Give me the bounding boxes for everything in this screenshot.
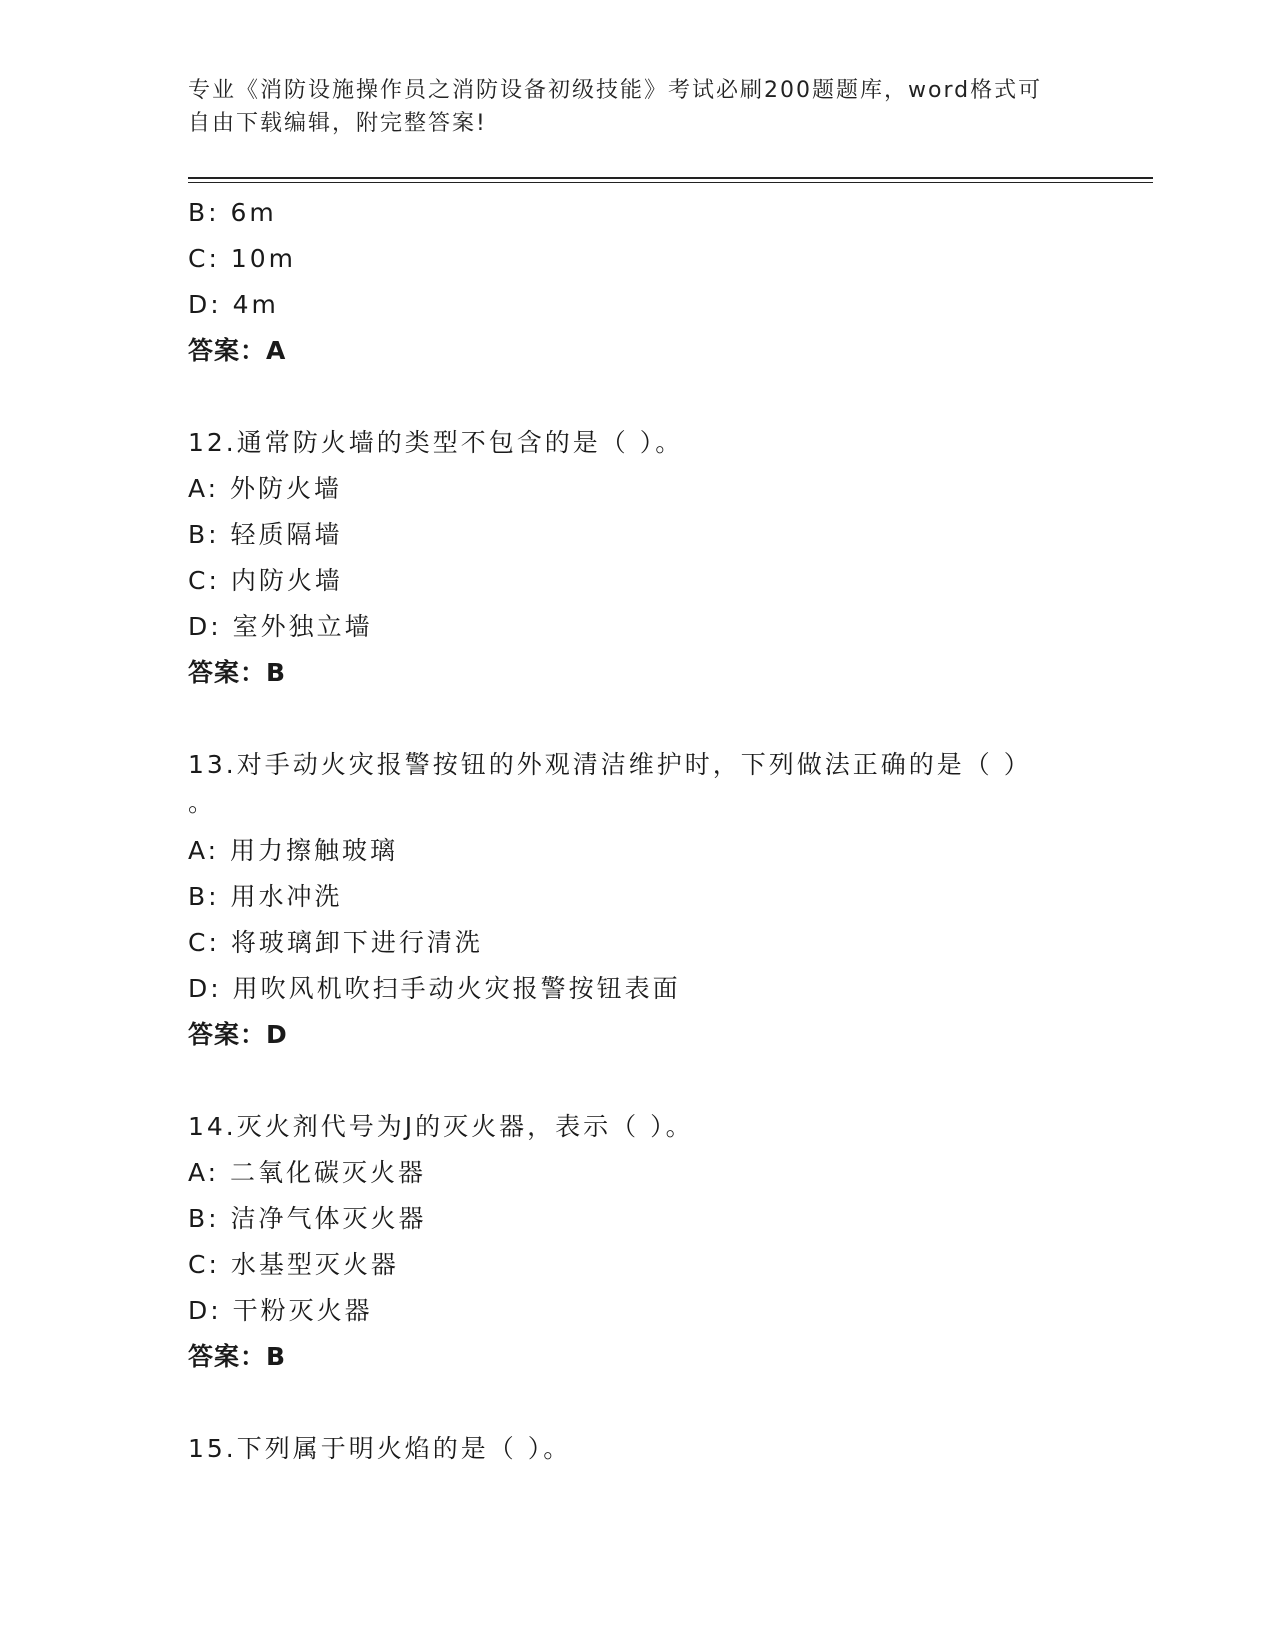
spacer bbox=[188, 1058, 1088, 1104]
answer-line: 答案：A bbox=[188, 336, 287, 365]
answer-line: 答案：D bbox=[188, 1020, 288, 1049]
option-c: C: 10m bbox=[188, 244, 296, 273]
option-d: D: 干粉灭火器 bbox=[188, 1296, 373, 1325]
option-b: B: 洁净气体灭火器 bbox=[188, 1204, 427, 1233]
question-list bbox=[188, 190, 1088, 1472]
question-11-tail bbox=[188, 190, 1088, 374]
option-b: B: 用水冲洗 bbox=[188, 882, 343, 911]
question-text-wrap: 。 bbox=[188, 788, 214, 817]
spacer bbox=[188, 696, 1088, 742]
question-12 bbox=[188, 420, 1088, 696]
option-a: A: 外防火墙 bbox=[188, 474, 343, 503]
option-b: B: 6m bbox=[188, 198, 277, 227]
option-c: C: 水基型灭火器 bbox=[188, 1250, 399, 1279]
option-d: D: 4m bbox=[188, 290, 279, 319]
option-c: C: 内防火墙 bbox=[188, 566, 343, 595]
option-a: A: 二氧化碳灭火器 bbox=[188, 1158, 427, 1187]
question-text: 13.对手动火灾报警按钮的外观清洁维护时，下列做法正确的是（ ） bbox=[188, 750, 1032, 779]
question-14 bbox=[188, 1104, 1088, 1380]
question-text: 12.通常防火墙的类型不包含的是（ ）。 bbox=[188, 428, 684, 457]
question-text: 15.下列属于明火焰的是（ ）。 bbox=[188, 1434, 572, 1463]
header-divider-thin bbox=[188, 182, 1153, 183]
answer-line: 答案：B bbox=[188, 1342, 287, 1371]
option-b: B: 轻质隔墙 bbox=[188, 520, 343, 549]
option-c: C: 将玻璃卸下进行清洗 bbox=[188, 928, 483, 957]
option-d: D: 室外独立墙 bbox=[188, 612, 373, 641]
header-divider-thick bbox=[188, 177, 1153, 179]
option-a: A: 用力擦触玻璃 bbox=[188, 836, 399, 865]
document-header bbox=[188, 74, 1088, 140]
option-d: D: 用吹风机吹扫手动火灾报警按钮表面 bbox=[188, 974, 681, 1003]
question-13 bbox=[188, 742, 1088, 1058]
header-line-2: 自由下载编辑，附完整答案! bbox=[188, 111, 487, 136]
question-text: 14.灭火剂代号为J的灭火器，表示（ ）。 bbox=[188, 1112, 694, 1141]
spacer bbox=[188, 1380, 1088, 1426]
spacer bbox=[188, 374, 1088, 420]
question-15 bbox=[188, 1426, 1088, 1472]
header-line-1: 专业《消防设施操作员之消防设备初级技能》考试必刷200题题库，word格式可 bbox=[188, 78, 1043, 103]
answer-line: 答案：B bbox=[188, 658, 287, 687]
